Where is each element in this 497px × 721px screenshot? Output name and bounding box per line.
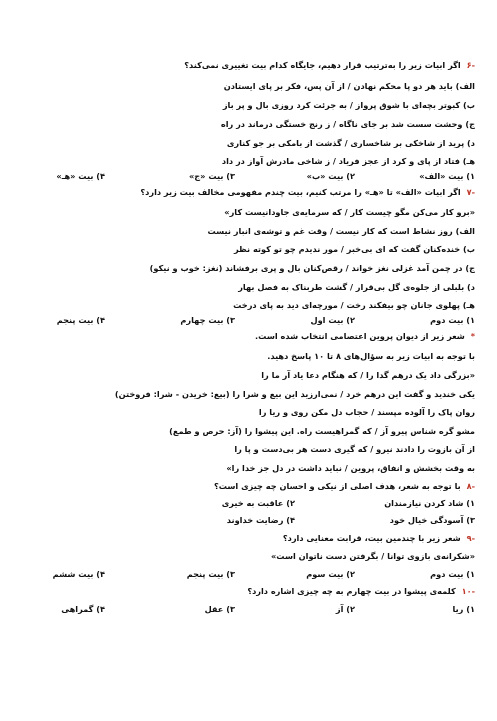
poem-intro-text: شعر زیر از دیوان پروین اعتصامی انتخاب شده است.: [255, 331, 465, 341]
q6-line-4: د) پرید از شاخکی بر شاخساری / گذشت از بامکی بر جو کناری: [226, 138, 475, 148]
q7-stem-text: اگر ابیات «الف» تا «هـ» را مرتب کنیم، بیت چندم مفهومی مخالف بیت زیر دارد؟: [140, 187, 461, 197]
q9-option-3[interactable]: ۳) بیت پنجم: [186, 569, 235, 579]
q8-option-3[interactable]: ۳) آسودگی خیال خود: [389, 515, 475, 525]
q8-options-row-1: [22, 497, 475, 509]
q9-stem: [22, 532, 475, 544]
poem-instruction: با توجه به ابیات زیر به سؤال‌های ۸ تا ۱۰ پاسخ دهید.: [267, 351, 475, 361]
q6-option-4[interactable]: ۴) بیت «هـ»: [56, 171, 105, 181]
poem-intro: [22, 330, 475, 342]
q8-stem-text: با توجه به شعر، هدف اصلی از نیکی و احسان چه چیزی است؟: [213, 481, 461, 491]
q7-line-4: د) بلبلی از جلوه‌ی گل بی‌قرار / گشت طربناک به فصل بهار: [238, 282, 475, 292]
q7-option-4[interactable]: ۴) بیت پنجم: [56, 315, 105, 325]
q10-options: [22, 603, 475, 615]
q10-option-3[interactable]: ۳) عقل: [204, 604, 235, 614]
q6-option-1[interactable]: ۱) بیت «الف»: [419, 171, 475, 181]
q7-line-2: ب) خنده‌کنان گفت که ای بی‌خبر / مور ندیدم چو تو کوته نظر: [233, 244, 475, 254]
poem-line-2: یکی خندید و گفت این درهم خرد / نمی‌ارزید این بیع و شرا را (بیع: خریدن - شرا: فروختن): [114, 389, 475, 399]
q6-options: [22, 170, 475, 182]
q6-number: -۶: [466, 60, 475, 70]
q8-option-1[interactable]: ۱) شاد کردن نیازمندان: [384, 498, 475, 508]
q7-stem: [22, 186, 475, 198]
asterisk-icon: *: [470, 331, 475, 341]
poem-line-1: «بزرگی داد یک درهم گدا را / که هنگام دعا یاد آر ما را: [261, 370, 475, 380]
q10-stem-text: کلمه‌ی پیشوا در بیت چهارم به چه چیزی اشاره دارد؟: [247, 586, 456, 596]
q7-line-5: هـ) پهلوی جانان چو بیفکند رخت / مورچه‌ای دید به پای درخت: [233, 300, 475, 310]
q7-quote: «برو کار می‌کن مگو چیست کار / که سرمایه‌ی جاودانیست کار»: [224, 207, 475, 217]
q9-option-4[interactable]: ۴) بیت ششم: [52, 569, 105, 579]
q10-stem: [22, 585, 475, 597]
poem-line-5: از آن بازوت را دادند نیرو / که گیری دست هر بی‌دست و پا را: [234, 444, 475, 454]
q7-option-1[interactable]: ۱) بیت دوم: [430, 315, 475, 325]
poem-line-3: روان پاک را آلوده مپسند / حجاب دل مکن روی و ریا را: [258, 407, 475, 417]
q6-line-3: ج) وحشت سست شد بر جای ناگاه / ز رنج خستگی درماند در راه: [220, 119, 475, 129]
q8-option-4[interactable]: ۴) رضایت خداوند: [226, 515, 295, 525]
q9-number: -۹: [466, 533, 475, 543]
q6-line-5: هـ) فتاد از پای و کرد از عجز فریاد / ز شاخی مادرش آواز در داد: [221, 156, 475, 166]
q7-line-1: الف) روز نشاط است که کار نیست / وقت غم و توشه‌ی انبار نیست: [207, 226, 475, 236]
q6-line-1: الف) باید هر دو پا محکم نهادن / از آن پس، فکر بر پای ایستادن: [223, 81, 475, 91]
q10-number: -۱۰: [461, 586, 475, 596]
q7-option-2[interactable]: ۲) بیت اول: [310, 315, 355, 325]
q9-option-1[interactable]: ۱) بیت دوم: [430, 569, 475, 579]
q10-option-2[interactable]: ۲) آز: [335, 604, 355, 614]
q8-stem: [22, 480, 475, 492]
q7-options: [22, 314, 475, 326]
q9-stem-text: شعر زیر با چندمین بیت، قرابت معنایی دارد؟: [282, 533, 461, 543]
q8-number: -۸: [466, 481, 475, 491]
q9-quote: «شکرانه‌ی بازوی توانا / بگرفتن دست ناتوان است»: [271, 551, 475, 561]
q8-options-row-2: [22, 514, 475, 526]
q6-line-2: ب) کبوتر بچه‌ای با شوق پرواز / به جرئت کرد روزی بال و پر باز: [222, 100, 475, 110]
q6-stem: [22, 59, 475, 71]
q10-option-1[interactable]: ۱) ریا: [452, 604, 475, 614]
q8-option-2[interactable]: ۲) عاقبت به خیری: [221, 498, 295, 508]
q10-option-4[interactable]: ۴) گمراهی: [61, 604, 105, 614]
q6-option-2[interactable]: ۲) بیت «ب»: [306, 171, 355, 181]
poem-line-4: مشو گره شناس پیرو آز / که گمراهیست راه. این پیشوا را (آز: حرص و طمع): [169, 426, 475, 436]
q7-line-3: ج) در چمن آمد غزلی نغز خواند / رقص‌کنان بال و پری برفشاند (نغز: خوب و نیکو): [149, 263, 475, 273]
q7-option-3[interactable]: ۳) بیت چهارم: [180, 315, 235, 325]
q9-option-2[interactable]: ۲) بیت سوم: [306, 569, 355, 579]
q7-number: -۷: [466, 187, 475, 197]
poem-line-6: به وقت بخشش و انفاق، پروین / نباید داشت در دل جز خدا را»: [226, 463, 475, 473]
q9-options: [22, 568, 475, 580]
q6-option-3[interactable]: ۳) بیت «ج»: [188, 171, 235, 181]
q6-stem-text: اگر ابیات زیر را به‌ترتیب قرار دهیم، جایگاه کدام بیت تغییری نمی‌کند؟: [184, 60, 461, 70]
